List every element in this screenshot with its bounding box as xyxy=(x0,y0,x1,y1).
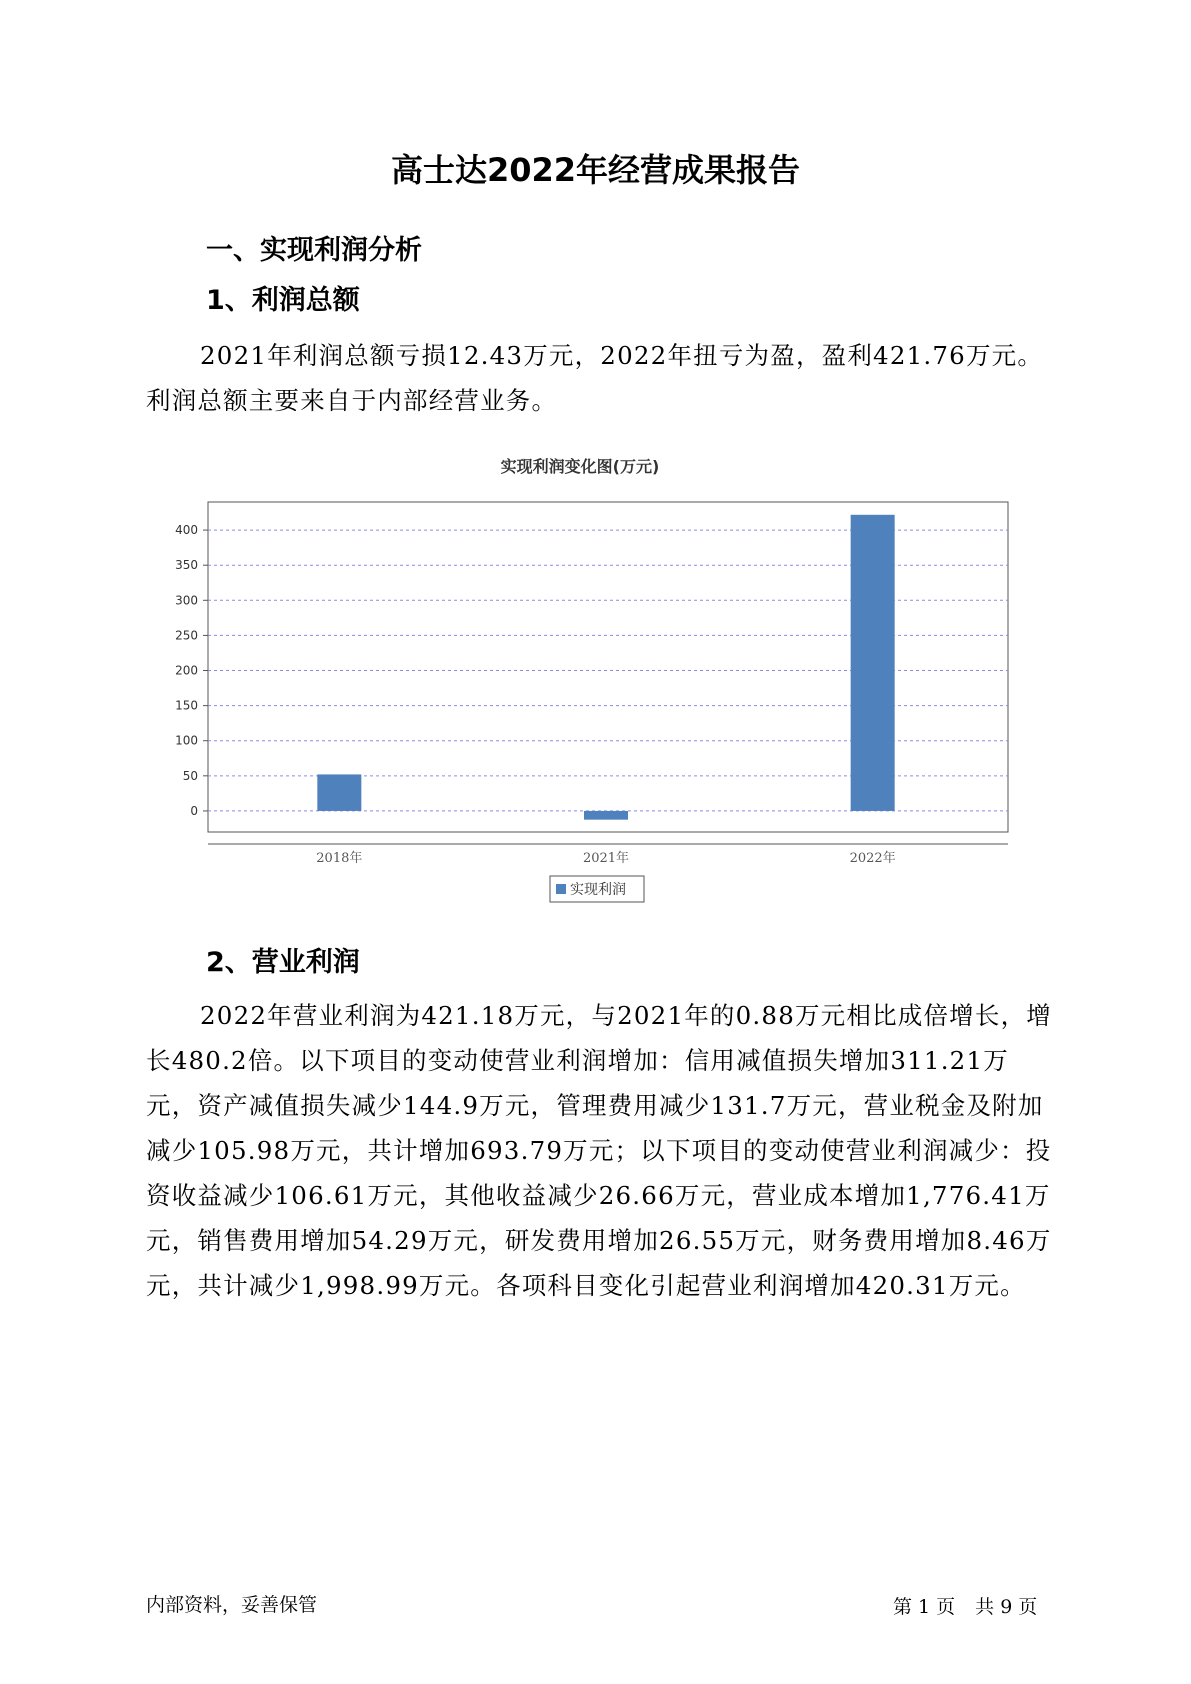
y-tick-label: 200 xyxy=(175,663,198,678)
paragraph-operating-profit xyxy=(146,993,1056,1308)
chart-legend xyxy=(550,876,644,902)
y-axis-ticks xyxy=(175,523,208,818)
footer-page-number xyxy=(893,1592,1043,1619)
bar-2022年 xyxy=(851,515,895,811)
x-tick-label: 2021年 xyxy=(582,851,630,866)
x-tick-label: 2018年 xyxy=(316,851,363,866)
x-axis-ticks xyxy=(316,850,895,866)
y-tick-label: 300 xyxy=(175,593,198,608)
y-tick-label: 0 xyxy=(190,803,198,818)
footer-page-num: 1 xyxy=(918,1596,931,1618)
y-tick-label: 100 xyxy=(175,733,198,748)
x-tick-label: 2022年 xyxy=(849,851,896,866)
y-tick-label: 50 xyxy=(182,768,198,783)
chart-title: 实现利润变化图(万元) xyxy=(500,457,660,476)
paragraph-operating-profit-text: 2022年营业利润为421.18万元，与2021年的0.88万元相比成倍增长，增长480.2倍。以下项目的变动使营业利润增加：信用减值损失增加311.21万元，资产减值损失减少144.9万元，管理费用减少131.7万元，营业税金及附加减少105.98万元，共计增加693.79万元；以下项目的变动使营业利润减少：投资收益减少106.61万元，其他收益减少26.66万元，营业成本增加1,776.41万元，销售费用增加54.29万元，研发费用增加26.55万元，财务费用增加8.46万元，共计减少1,998.99万元。各项科目变化引起营业利润增加420.31万元。 xyxy=(146,1001,1052,1300)
subheading-total-profit: 1、利润总额 xyxy=(206,285,360,316)
bar-2021年 xyxy=(584,811,628,820)
bar-2018年 xyxy=(317,774,361,811)
legend-label: 实现利润 xyxy=(570,882,626,898)
y-tick-label: 250 xyxy=(175,628,198,643)
paragraph-total-profit xyxy=(146,333,1056,423)
legend-swatch xyxy=(556,884,566,894)
y-tick-label: 400 xyxy=(175,523,198,538)
y-tick-label: 350 xyxy=(175,558,198,573)
section-heading-profit-analysis: 一、实现利润分析 xyxy=(206,235,422,266)
paragraph-total-profit-text: 2021年利润总额亏损12.43万元，2022年扭亏为盈，盈利421.76万元。利润总额主要来自于内部经营业务。 xyxy=(146,341,1044,415)
y-tick-label: 150 xyxy=(175,698,198,713)
footer-total-word: 共 xyxy=(975,1596,995,1618)
footer-page-word: 第 xyxy=(893,1596,913,1618)
page-title: 高士达2022年经营成果报告 xyxy=(390,151,801,189)
footer-confidential-note: 内部资料，妥善保管 xyxy=(146,1594,318,1616)
footer-total-unit: 页 xyxy=(1018,1596,1038,1618)
subheading-operating-profit: 2、营业利润 xyxy=(206,947,360,978)
profit-bar-chart xyxy=(140,450,1060,910)
footer-page-unit: 页 xyxy=(936,1596,956,1618)
footer-total-num: 9 xyxy=(1000,1596,1013,1618)
